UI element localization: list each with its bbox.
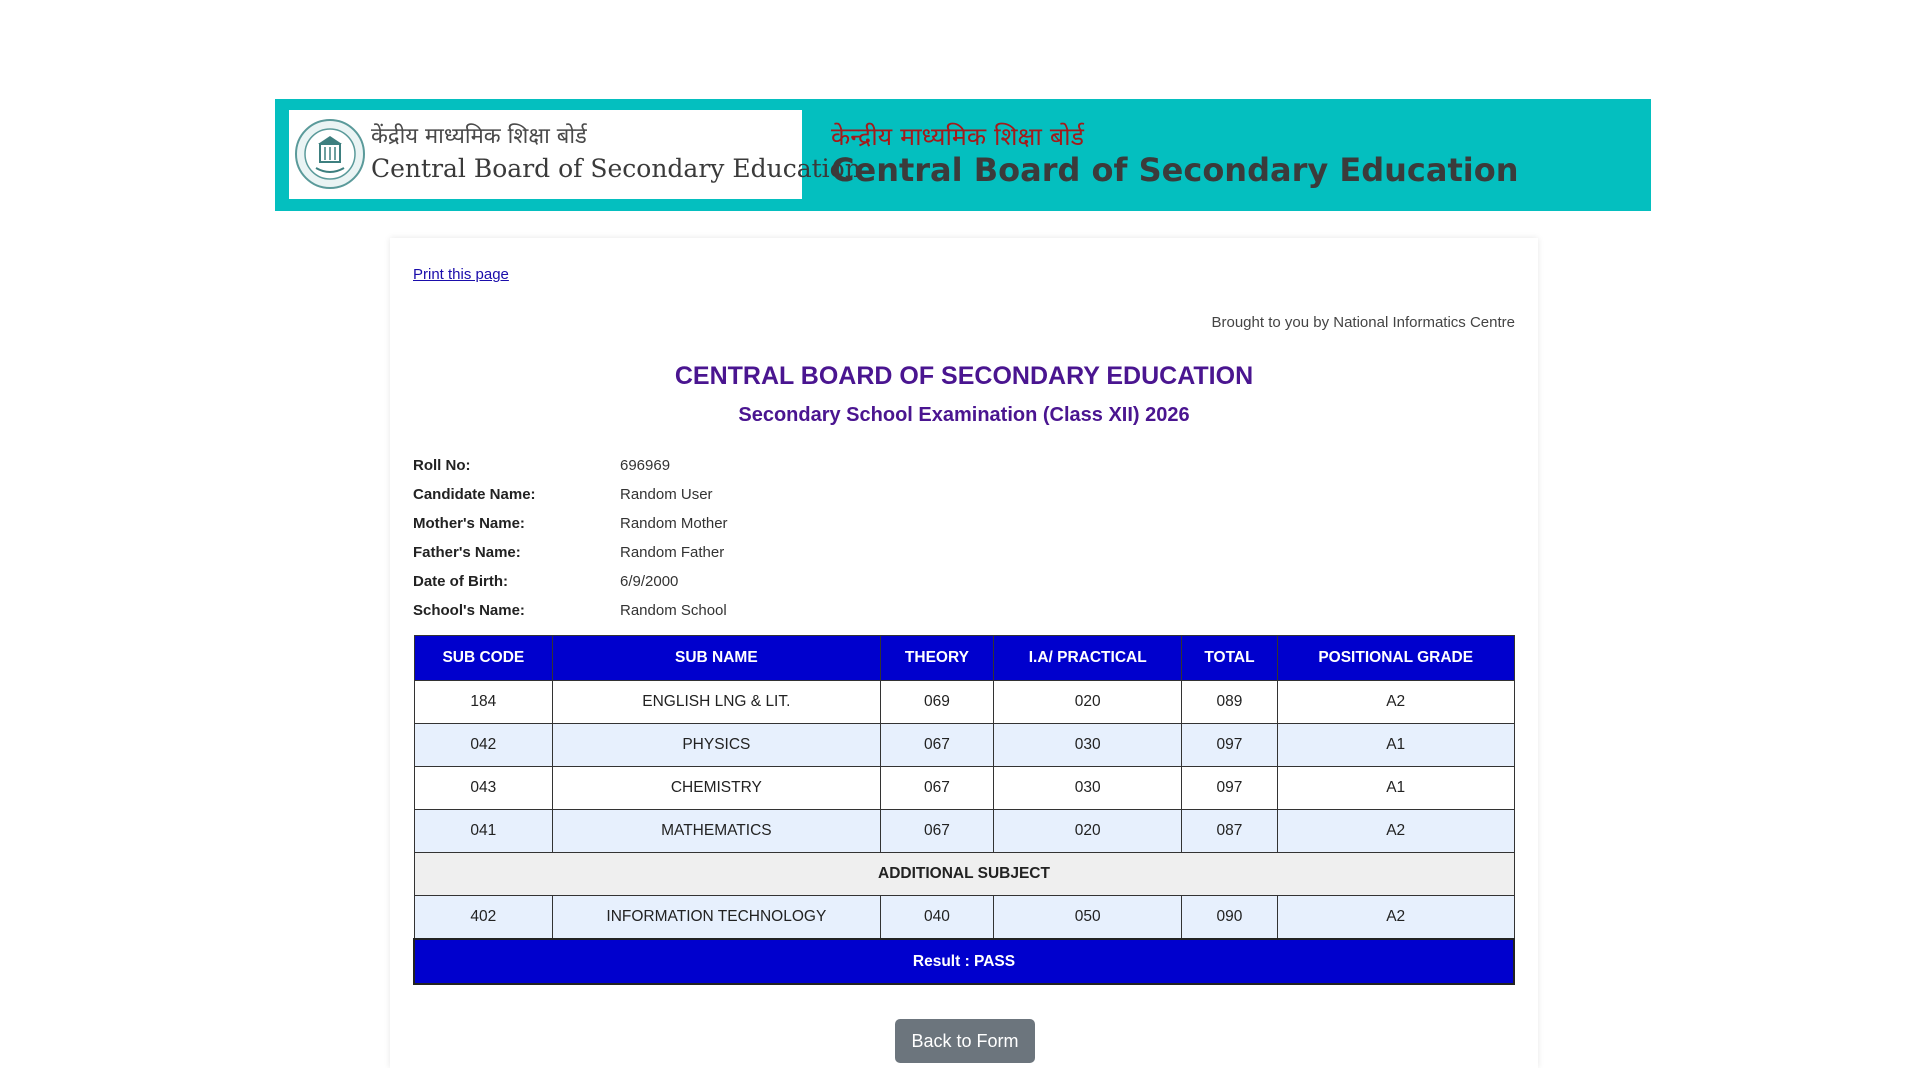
cell-theory: 069	[880, 681, 994, 724]
cell-theory: 067	[880, 724, 994, 767]
cell-sub-name: INFORMATION TECHNOLOGY	[553, 896, 880, 940]
detail-value: Random School	[620, 602, 727, 619]
detail-label: Father's Name:	[413, 544, 521, 561]
cell-practical: 020	[994, 681, 1182, 724]
detail-value: 6/9/2000	[620, 573, 679, 590]
table-row	[414, 810, 1514, 853]
cell-sub-name: PHYSICS	[553, 724, 880, 767]
cell-theory: 067	[880, 810, 994, 853]
result-row	[414, 939, 1514, 984]
detail-father-name	[413, 544, 728, 573]
cell-total: 090	[1182, 896, 1278, 940]
detail-label: Date of Birth:	[413, 573, 508, 590]
table-row	[414, 896, 1514, 940]
logo-english-text: Central Board of Secondary Education	[371, 154, 861, 183]
table-row	[414, 681, 1514, 724]
cell-practical: 030	[994, 767, 1182, 810]
header-theory: THEORY	[880, 636, 994, 681]
cell-sub-code: 043	[414, 767, 553, 810]
cell-sub-code: 402	[414, 896, 553, 940]
cell-sub-name: CHEMISTRY	[553, 767, 880, 810]
banner-english-title: Central Board of Secondary Education	[831, 151, 1519, 189]
cbse-logo	[289, 110, 861, 199]
cell-theory: 067	[880, 767, 994, 810]
back-to-form-button[interactable]: Back to Form	[895, 1019, 1035, 1063]
header-banner	[275, 99, 1651, 211]
header-grade: POSITIONAL GRADE	[1277, 636, 1514, 681]
additional-subject-row	[414, 853, 1514, 896]
detail-value: Random Mother	[620, 515, 728, 532]
cell-grade: A1	[1277, 724, 1514, 767]
header-sub-code: SUB CODE	[414, 636, 553, 681]
header-sub-name: SUB NAME	[553, 636, 880, 681]
detail-label: Mother's Name:	[413, 515, 525, 532]
additional-subject-label: ADDITIONAL SUBJECT	[414, 853, 1514, 896]
cell-grade: A2	[1277, 896, 1514, 940]
table-row	[414, 767, 1514, 810]
cell-grade: A2	[1277, 681, 1514, 724]
detail-label: Candidate Name:	[413, 486, 536, 503]
result-status: Result : PASS	[414, 939, 1514, 984]
exam-subheading: Secondary School Examination (Class XII) 2026	[738, 404, 1190, 426]
table-header-row	[414, 636, 1514, 681]
cell-sub-code: 184	[414, 681, 553, 724]
cell-theory: 040	[880, 896, 994, 940]
detail-label: Roll No:	[413, 457, 471, 474]
print-page-link[interactable]: Print this page	[413, 266, 509, 283]
marks-table	[413, 635, 1515, 985]
detail-value: 696969	[620, 457, 671, 474]
header-practical: I.A/ PRACTICAL	[994, 636, 1182, 681]
cell-practical: 030	[994, 724, 1182, 767]
cell-grade: A1	[1277, 767, 1514, 810]
result-card	[390, 238, 1538, 1068]
logo-hindi-text: केंद्रीय माध्यमिक शिक्षा बोर्ड	[371, 124, 587, 149]
detail-date-of-birth	[413, 573, 728, 602]
table-row	[414, 724, 1514, 767]
board-heading: CENTRAL BOARD OF SECONDARY EDUCATION	[674, 362, 1254, 390]
cell-practical: 020	[994, 810, 1182, 853]
cell-total: 097	[1182, 724, 1278, 767]
detail-roll-no	[413, 457, 728, 486]
cell-total: 097	[1182, 767, 1278, 810]
cell-total: 087	[1182, 810, 1278, 853]
cell-sub-code: 042	[414, 724, 553, 767]
cell-practical: 050	[994, 896, 1182, 940]
cell-sub-name: ENGLISH LNG & LIT.	[553, 681, 880, 724]
detail-value: Random User	[620, 486, 713, 503]
detail-candidate-name	[413, 486, 728, 515]
detail-mother-name	[413, 515, 728, 544]
banner-hindi-title: केन्द्रीय माध्यमिक शिक्षा बोर्ड	[831, 122, 1084, 151]
header-total: TOTAL	[1182, 636, 1278, 681]
cell-sub-name: MATHEMATICS	[553, 810, 880, 853]
cell-sub-code: 041	[414, 810, 553, 853]
cell-grade: A2	[1277, 810, 1514, 853]
cell-total: 089	[1182, 681, 1278, 724]
cbse-emblem-icon	[294, 118, 366, 190]
candidate-details	[413, 457, 728, 631]
detail-school-name	[413, 602, 728, 631]
nic-credit: Brought to you by National Informatics Centre	[1211, 314, 1515, 331]
detail-label: School's Name:	[413, 602, 525, 619]
detail-value: Random Father	[620, 544, 725, 561]
